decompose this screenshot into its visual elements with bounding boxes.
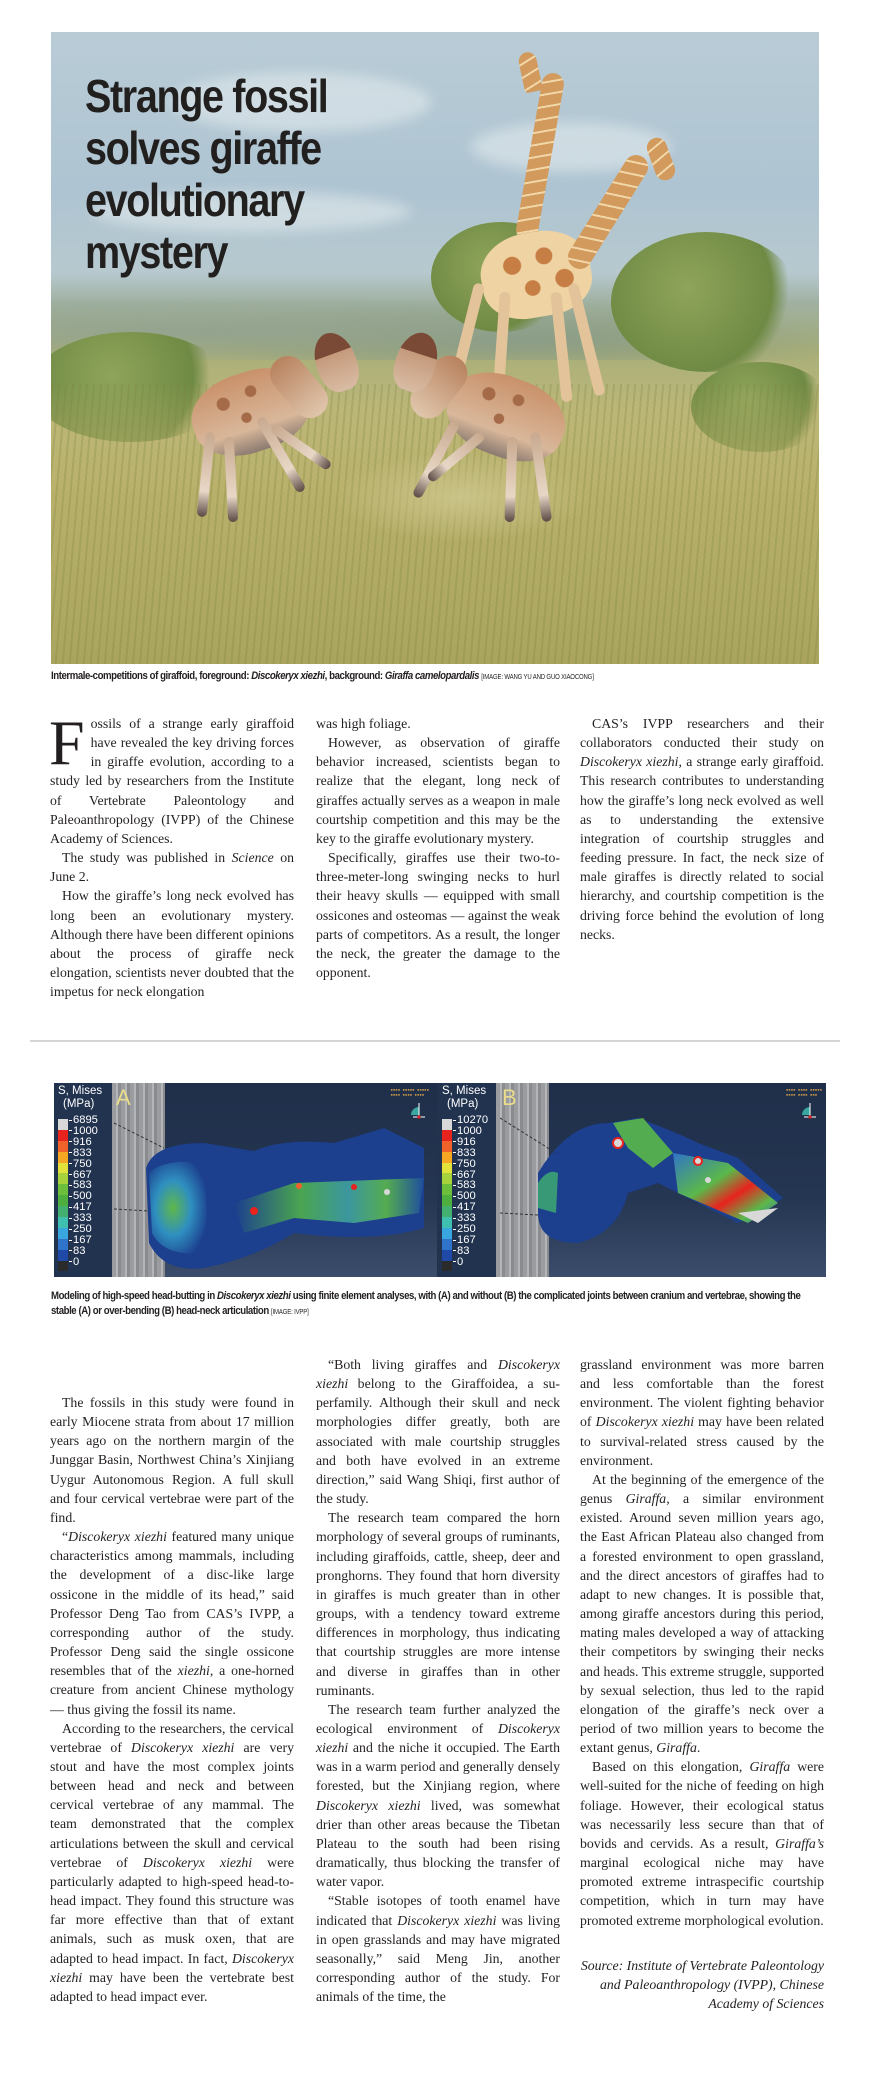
paragraph [316,1700,560,1892]
italic-term: Giraffa [656,1740,697,1756]
text-run: Based on this elongation, [592,1759,750,1775]
legend-tick-label: 667 [69,1170,98,1181]
legend-tick-label: 10270 [453,1115,488,1126]
tree-shape [611,232,801,372]
legend-tick-label: 750 [69,1159,98,1170]
hero-caption-text [51,670,481,682]
legend-tick-label: 83 [453,1246,488,1257]
caption-run: , background: [324,670,385,682]
legend-tick-label: 0 [69,1257,98,1268]
legend-tick-label: 583 [69,1180,98,1191]
legend-title: S, Mises [58,1085,103,1097]
text-run: may have been related to survival-related stress caused by the environment. [580,1414,824,1468]
paragraph [580,1470,824,1757]
text-run: However, as observation of giraffe behavior increased, scientists began to realize that the elegant, long neck of giraffes actually serves as a weapon in male courtship competition and this may be the key to the giraffe evolutionary mystery. [316,735,560,846]
paragraph [50,1527,294,1719]
italic-term: Discokeryx xiezhi [316,1357,560,1392]
legend-tick-label: 667 [453,1170,488,1181]
legend-title: S, Mises [442,1085,487,1097]
italic-term: Discokeryx xiezhi [595,1414,695,1430]
text-run: “Both living giraffes and [328,1357,498,1372]
fea-panel-b [438,1083,826,1277]
vertebrae-mesh-a [54,1083,437,1277]
article-headline [85,70,343,278]
hero-image-credit: [IMAGE: WANG YU AND GUO XIAOCONG] [481,674,594,681]
paragraph [50,848,294,886]
legend-unit: (MPa) [63,1098,95,1110]
legend-tick-label: 250 [69,1224,98,1235]
text-run: . [696,1740,701,1756]
column-text [580,714,824,944]
text-run: At the beginning of the emergence of the genus [580,1471,824,1507]
section1-column-1 [49,707,294,1001]
legend-tick-label: 333 [453,1213,488,1224]
legend-unit: (MPa) [447,1098,479,1110]
text-run: was high foliage. [316,716,411,731]
section1-column-3 [580,714,824,944]
text-run: The research team compared the horn morphology of several groups of ruminants, including giraffoids, cattle, sheep, deer and pronghorns. They found that horn diversity in giraffes is much greater than in other groups, with a tendency toward extreme differences in morphology, thus indicating that courtship struggles are more intense and diverse in giraffes than in other ruminants. [316,1510,560,1698]
paragraph [316,1355,560,1508]
legend-tick-label: 417 [453,1202,488,1213]
fea-panel-a [54,1083,437,1277]
hero-image [51,32,819,664]
text-run: According to the researchers, the cervical vertebrae of [50,1720,294,1755]
italic-term: Discokeryx xiezhi [316,1720,560,1756]
text-run: grassland environment was more barren and less comfortable than the forest environment. The violent fighting behavior of [580,1357,824,1430]
text-run: , a similar environment existed. Around seven million years ago, the East African Plateau also changed from a forested environment to open grassland, and the direct ancestors of giraffes had to adapt to new changes. It is possible that, among giraffe ancestors during this period, mating males developed a way of attacking their competitors by swinging their necks and heads. This extreme struggle, supported by sexual selection, thus led to the rapid elongation of the giraffe’s neck over a period of two million years to become the extant genus, [580,1491,824,1756]
drop-cap: F [49,707,85,778]
italic-term: Discokeryx xiezhi [131,1739,235,1755]
legend-tick-label: 1000 [453,1126,488,1137]
headline-line: mystery [85,226,228,278]
headline-line: Strange fossil [85,70,328,122]
text-run: “Stable isotopes of tooth enamel have indicated that [316,1893,560,1928]
legend-tick-label: 916 [69,1137,98,1148]
text-run: Specifically, giraffes use their two-to-three-meter-long swinging necks to hurl their heavy skulls — equipped with small ossicones and osteomas — against the weak parts of competitors. As a result, the longer the neck, the greater the damage to the opponent. [316,850,560,981]
text-run: CAS’s IVPP researchers and their collaborators conducted their study on [580,716,824,751]
text-run: “ [62,1529,69,1545]
text-run: were well-suited for the niche of feeding on high foliage. However, their ecological status was necessarily less secure than that of bovids and cervids. As a result, [580,1759,824,1851]
headline-line: evolutionary [85,174,304,226]
legend-tick-label: 167 [69,1235,98,1246]
panel-label: B [502,1085,517,1110]
legend-tick-label: 833 [453,1148,488,1159]
paragraph [50,886,294,1001]
legend-tick-label: 916 [453,1137,488,1148]
legend-tick-label: 417 [69,1202,98,1213]
text-run: ossils of a strange early giraffoid have revealed the key driving forces in giraffe evolution, according to a study led by researchers from the Institute of Vertebrate Paleontology and Paleoanthropology (IVPP) of the Chinese Academy of Sciences. [50,716,294,846]
paragraph [580,1757,824,1929]
italic-term: Discokeryx xiezhi [397,1912,497,1928]
section-divider [30,1040,840,1042]
section2-column-2 [316,1355,560,2006]
italic-term: Discokeryx xiezhi [142,1854,253,1870]
paragraph [49,707,294,848]
section2-column-3 [580,1355,824,2013]
italic-term: Discokeryx xiezhi [50,1950,294,1985]
italic-term: Science [231,850,274,866]
legend-tick-label: 750 [453,1159,488,1170]
column-text [580,1355,824,1930]
italic-term: Giraffa’s [775,1835,824,1851]
text-run: How the giraffe’s long neck evolved has long been an evolutionary mystery. Although there have been different opinions about the process of giraffe neck elongation, scientists never doubted that the impetus for neck elongation [50,888,294,1000]
italic-term: xiezhi [177,1663,210,1679]
panel-label: A [116,1085,131,1110]
paragraph [316,848,560,982]
legend-tick-label: 1000 [69,1126,98,1137]
text-run: were particularly adapted to high-speed head-to-head impact. They found this structure was far more effective than that of extant animals, such as musk oxen, that are adapted to head impact. In fact, [50,1854,294,1966]
italic-term: Giraffa [749,1759,791,1775]
italic-term: Discokeryx xiezhi [217,1290,291,1302]
paragraph [50,1719,294,2006]
text-run: featured many unique characteristics among mammals, including the development of a disc-like large ossicone in the middle of its head,” said Professor Deng Tao from CAS’s IVPP, a corresponding author of the study. Professor Deng said the single ossicone resembles that of the [50,1529,294,1679]
figure-image-credit: [IMAGE: IVPP] [271,1309,309,1316]
column-text [316,714,560,982]
legend-tick-label: 6895 [69,1115,98,1126]
legend-tick-label: 333 [69,1213,98,1224]
italic-term: Discokeryx xiezhi [251,670,325,682]
text-run: belong to the Giraffoidea, a superfamily. Although their skull and neck morphologies differ greatly, both are associated with male courtship struggles and both have evolved in an extreme direction,” said Wang Shiqi, first author of the study. [316,1376,560,1507]
caption-run: using finite element analyses, with (A) and without (B) the complicated joints between cranium and vertebrae, showing the stable (A) or over-bending (B) head-neck articulation [51,1290,801,1317]
paragraph [316,714,560,733]
paragraph [580,714,824,944]
text-run: are very stout and have the most complex joints between head and neck and between cervical vertebrae of any mammal. The team demonstrated that the complex articulations between the skull and cervical vertebrae of [50,1739,294,1870]
section2-column-1 [50,1393,294,2006]
italic-term: Discokeryx xiezhi [580,754,679,770]
text-run: The fossils in this study were found in early Miocene strata from about 17 million years ago on the northern margin of the Junggar Basin, Northwest China’s Xinjiang Uygur Autonomous Region. A full skull and four cervical vertebrae were part of the find. [50,1395,294,1525]
paragraph [316,733,560,848]
paragraph [316,1891,560,2006]
paragraph [50,1393,294,1527]
legend-tick-label: 583 [453,1180,488,1191]
legend-tick-label: 83 [69,1246,98,1257]
text-run: lived, was somewhat drier than other areas because the Tibetan Plateau to the south had been rising dramatically, thus blocking the transfer of water vapor. [316,1797,560,1890]
text-run: was living in open grasslands and may have migrated seasonally,” said Meng Jin, another corresponding author of the study. For animals of the time, the [316,1912,560,2005]
italic-term: Discokeryx xiezhi [316,1797,421,1813]
text-run: , a one-horned creature from ancient Chinese mythology — thus giving the fossil its name. [50,1663,294,1717]
italic-term: Giraffa [625,1491,667,1507]
column-text [50,1393,294,2006]
figure-caption-text [51,1290,800,1317]
legend-tick-label: 500 [69,1191,98,1202]
text-run: on June 2. [50,850,294,885]
text-run: marginal ecological niche may have promoted extreme intraspecific courtship competition, which in turn may have promoted extreme morphological evolution. [580,1855,824,1928]
italic-term: Giraffa camelopardalis [384,670,480,682]
text-run: The research team further analyzed the ecological environment of [316,1701,560,1736]
paragraph [316,1508,560,1700]
caption-run: Modeling of high-speed head-butting in [51,1290,218,1302]
vertebrae-mesh-b [438,1083,826,1277]
article-source: Source: Institute of Vertebrate Paleontology and Paleoanthropology (IVPP), Chinese Academy of Sciences [580,1957,824,2011]
text-run: The study was published in [62,850,232,866]
headline-line: solves giraffe [85,122,321,174]
text-run: , a strange early giraffoid. This research contributes to understanding how the giraffe’s long neck evolved as well as to understanding the extensive integration of courtship struggles and feeding pressure. In fact, the neck size of male giraffes is directly related to social hierarchy, and courtship competition is the driving force behind the evolution of long necks. [580,754,824,942]
italic-term: Discokeryx xiezhi [68,1529,167,1545]
figure-caption [51,1289,825,1320]
paragraph [580,1355,824,1470]
legend-tick-label: 167 [453,1235,488,1246]
legend-tick-label: 500 [453,1191,488,1202]
legend-tick-label: 833 [69,1148,98,1159]
column-text [49,707,294,1001]
text-run: may have been the vertebrate best adapted to head impact ever. [50,1969,294,2004]
legend-tick-label: 0 [453,1257,488,1268]
legend-tick-label: 250 [453,1224,488,1235]
viewport-info-text: ▪▪▪▪ ▪▪▪▪ ▪▪▪▪▪ ▪▪▪▪ ▪▪▪▪ ▪▪▪ [785,1087,822,1097]
fea-figure [54,1083,826,1277]
section1-column-2 [316,714,560,982]
caption-run: Intermale-competitions of giraffoid, foreground: [51,670,252,682]
column-text [316,1355,560,2006]
viewport-info-text: ▪▪▪▪ ▪▪▪▪▪ ▪▪▪▪▪ ▪▪▪▪ ▪▪▪▪ ▪▪▪▪ [390,1087,429,1097]
text-run: and the niche it occupied. The Earth was in a warm period and generally densely forested, but the Xinjiang region, where [316,1740,560,1794]
hero-caption [51,670,730,682]
dirt-path [331,452,591,542]
